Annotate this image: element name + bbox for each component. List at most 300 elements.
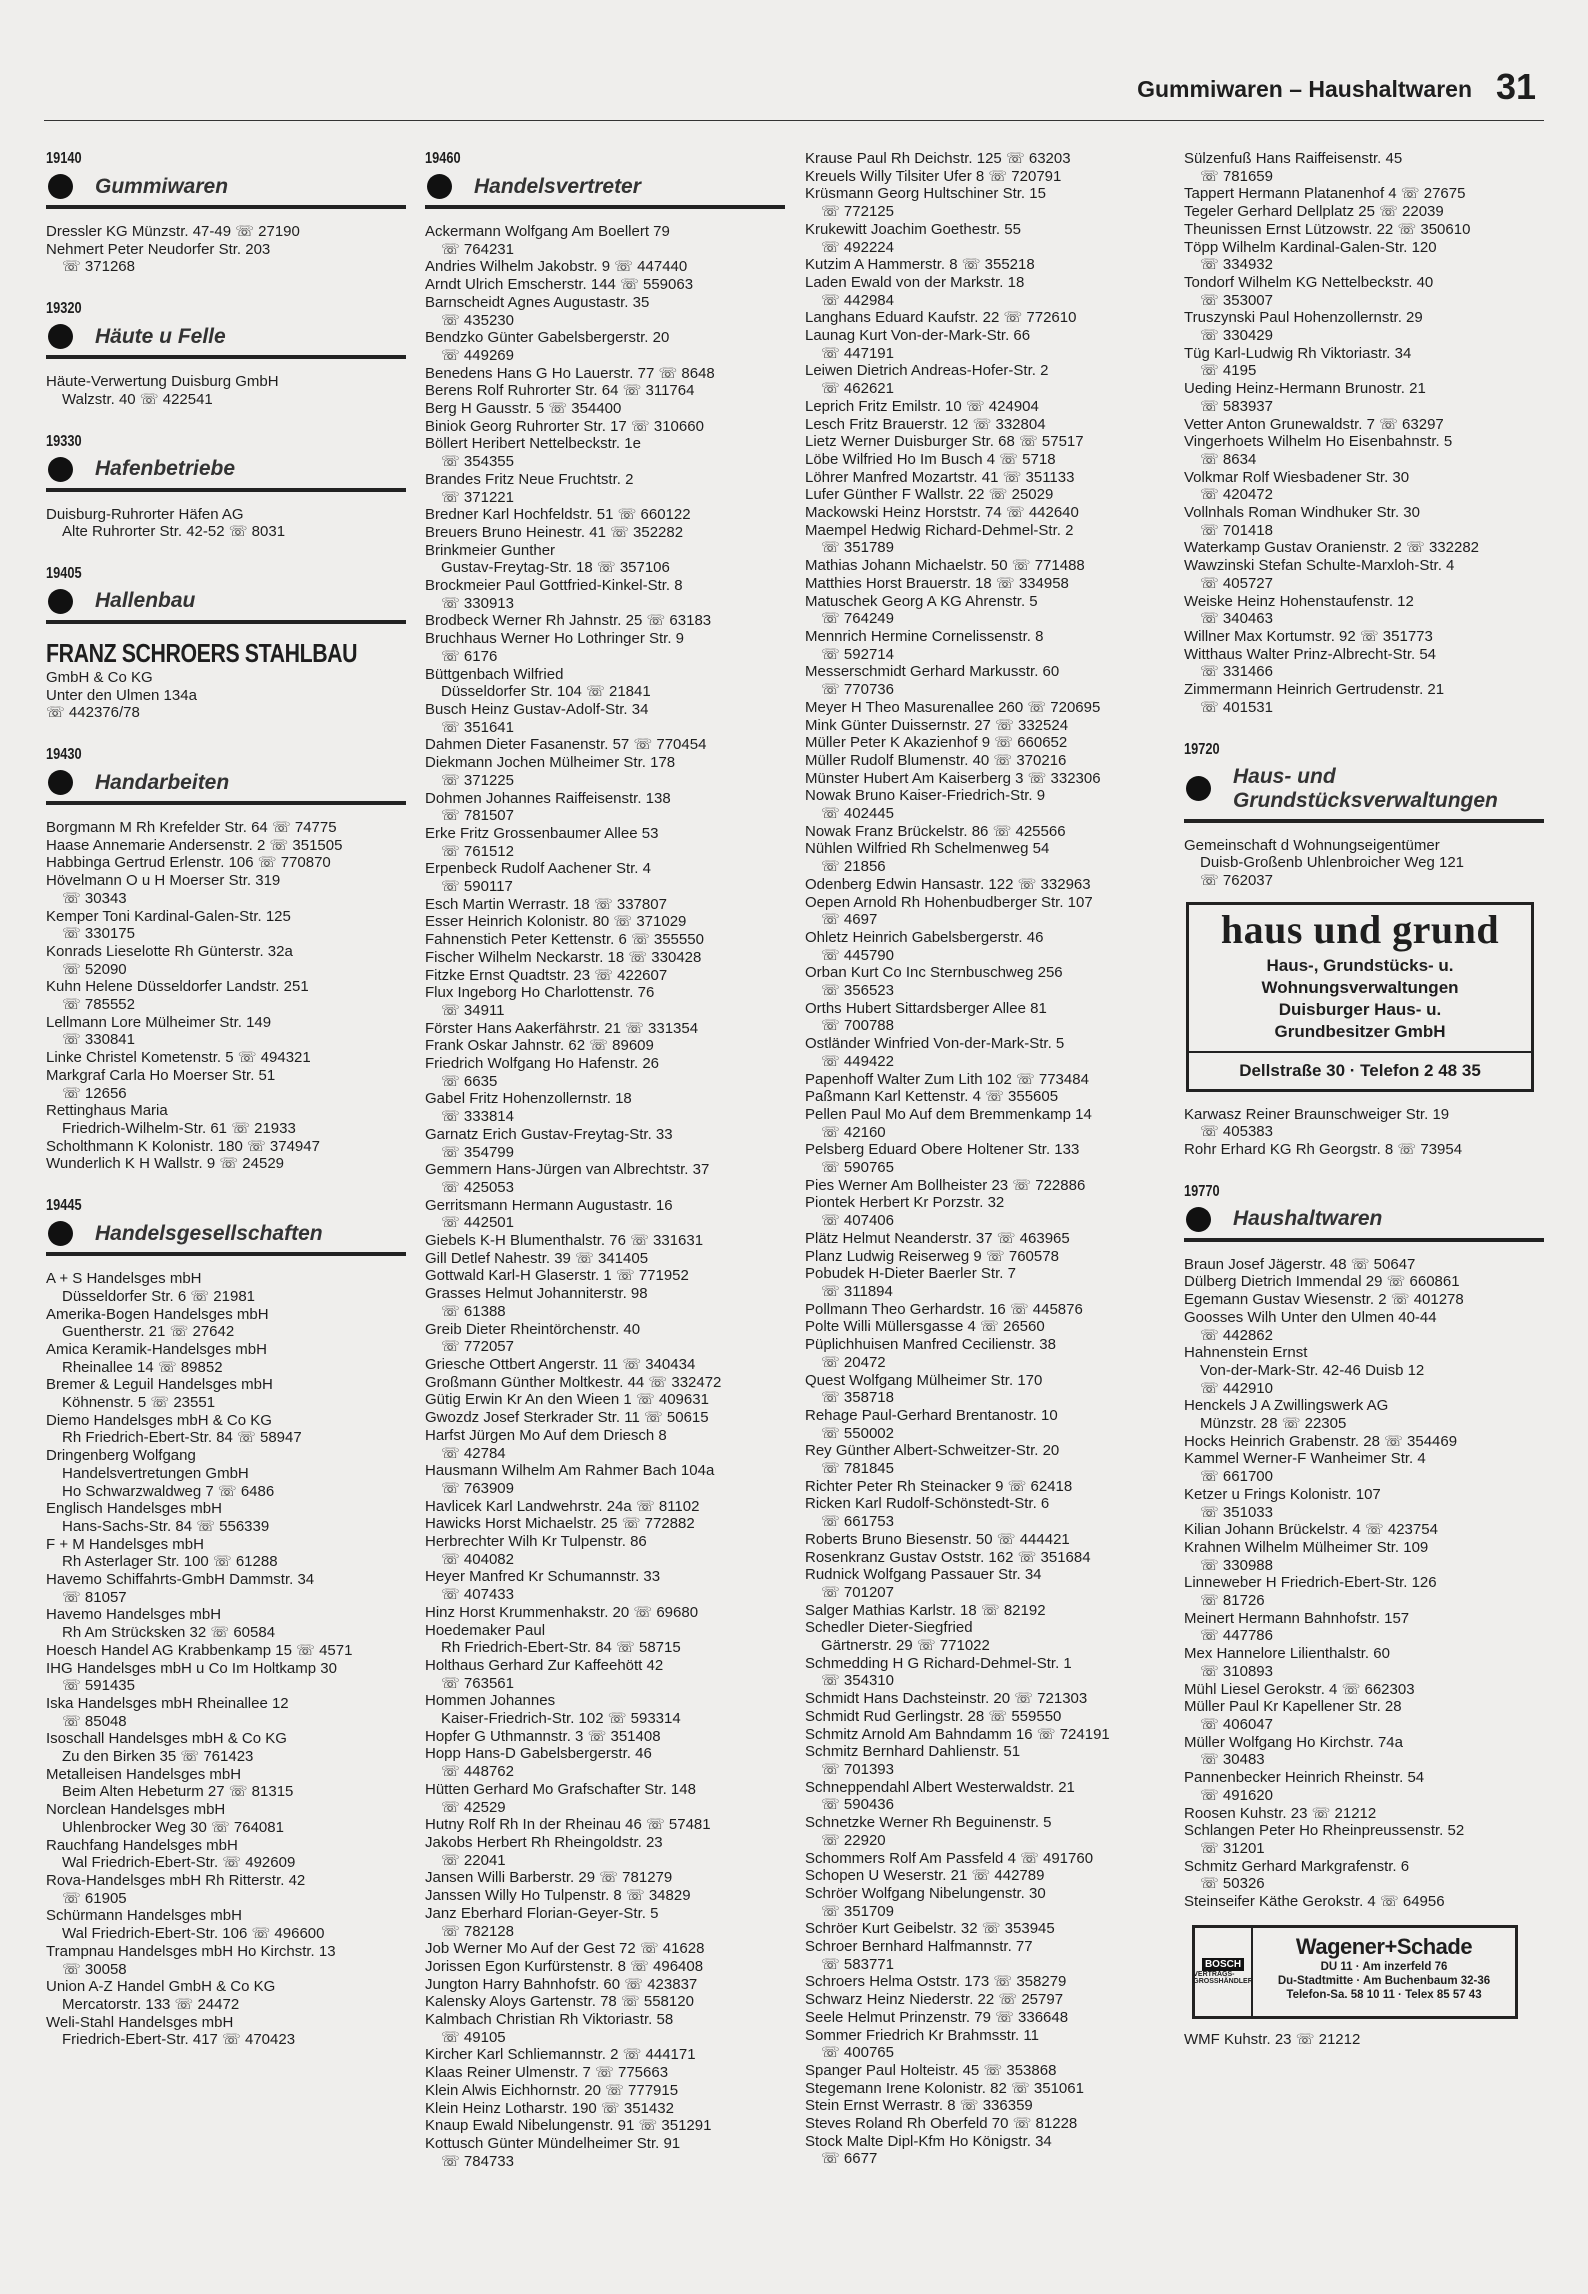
list-item xyxy=(1184,1698,1544,1733)
entry-line: Goosses Wilh Unter den Ulmen 40-44 xyxy=(1184,1308,1437,1326)
entry-line: Kalmbach Christian Rh Viktoriastr. 58 xyxy=(425,2011,674,2029)
entry-line: Henckels J A Zwillingswerk AG xyxy=(1184,1397,1389,1415)
entry-line: Havemo Handelsges mbH xyxy=(46,1606,222,1624)
list-item xyxy=(425,1781,785,1816)
entry-line: Janz Eberhard Florian-Geyer-Str. 5 xyxy=(425,1904,659,1922)
list-item xyxy=(1184,837,1544,890)
entry-line: Schürmann Handelsges mbH xyxy=(46,1907,242,1925)
list-item xyxy=(805,1318,1165,1336)
bullet-icon xyxy=(1186,776,1211,801)
list-item xyxy=(805,1194,1165,1229)
list-item xyxy=(425,790,785,825)
entry-line: Arndt Ulrich Emscherstr. 144 ☏ 559063 xyxy=(425,276,694,294)
ad-address: Dellstraße 30 · Telefon 2 48 35 xyxy=(1189,1051,1531,1089)
list-item xyxy=(425,931,785,949)
haus-und-grund-ad xyxy=(1186,902,1534,1092)
entry-line: Guentherstr. 21 ☏ 27642 xyxy=(62,1323,235,1341)
list-item xyxy=(46,1014,406,1049)
list-item xyxy=(805,770,1165,788)
list-item xyxy=(425,1250,785,1268)
list-item xyxy=(1184,1106,1544,1141)
entry-line: Pellen Paul Mo Auf dem Bremmenkamp 14 xyxy=(805,1105,1092,1123)
entry-line: Papenhoff Walter Zum Lith 102 ☏ 773484 xyxy=(805,1070,1089,1088)
list-item xyxy=(1184,1610,1544,1645)
entry-line: Biniok Georg Ruhrorter Str. 17 ☏ 310660 xyxy=(425,417,704,435)
entry-line: ☏ 447786 xyxy=(1200,1627,1273,1645)
entry-line: Schmidt Hans Dachsteinstr. 20 ☏ 721303 xyxy=(805,1690,1088,1708)
entry-line: Bendzko Günter Gabelsbergerstr. 20 xyxy=(425,329,670,347)
entry-line: Scholthmann K Kolonistr. 180 ☏ 374947 xyxy=(46,1137,320,1155)
entry-line: ☏ 330175 xyxy=(62,925,135,943)
entry-line: Wawzinski Stefan Schulte-Marxloh-Str. 4 xyxy=(1184,557,1455,575)
list-item xyxy=(425,1692,785,1727)
list-item xyxy=(805,1814,1165,1849)
entry-line: Rh Am Strücksken 32 ☏ 60584 xyxy=(62,1624,276,1642)
entry-line: ☏ 85048 xyxy=(62,1712,127,1730)
entry-line: Friedrich-Ebert-Str. 417 ☏ 470423 xyxy=(62,2031,296,2049)
list-item xyxy=(46,1376,406,1411)
entry-line: Schmedding H G Richard-Dehmel-Str. 1 xyxy=(805,1654,1072,1672)
list-item xyxy=(805,1141,1165,1176)
entry-line: ☏ 21856 xyxy=(821,858,886,876)
entry-line: ☏ 761512 xyxy=(441,842,514,860)
entry-line: Mühl Liesel Gerokstr. 4 ☏ 662303 xyxy=(1184,1680,1415,1698)
list-item xyxy=(1184,1433,1544,1451)
entry-line: Erpenbeck Rudolf Aachener Str. 4 xyxy=(425,860,651,878)
entry-line: Truszynski Paul Hohenzollernstr. 29 xyxy=(1184,309,1423,327)
entry-line: Tegeler Gerhard Dellplatz 25 ☏ 22039 xyxy=(1184,203,1444,221)
section-code: 19320 xyxy=(46,300,82,318)
section-heading xyxy=(46,589,406,624)
entry-line: Schneppendahl Albert Westerwaldstr. 21 xyxy=(805,1778,1075,1796)
directory-section xyxy=(46,433,406,541)
list-item xyxy=(425,1232,785,1250)
directory-section xyxy=(1184,1183,1544,1911)
list-item xyxy=(46,1341,406,1376)
list-item xyxy=(805,150,1165,168)
bullet-icon xyxy=(48,589,73,614)
list-item xyxy=(425,577,785,612)
entry-line: Kalensky Aloys Gartenstr. 78 ☏ 558120 xyxy=(425,1993,694,2011)
entry-line: Hausmann Wilhelm Am Rahmer Bach 104a xyxy=(425,1462,715,1480)
entry-line: ☏ 406047 xyxy=(1200,1716,1273,1733)
section-heading xyxy=(46,174,406,209)
entry-line: Brodbeck Werner Rh Jahnstr. 25 ☏ 63183 xyxy=(425,612,712,630)
list-item xyxy=(1184,1309,1544,1344)
list-item xyxy=(425,630,785,665)
list-item xyxy=(805,1071,1165,1089)
entry-line: Rehage Paul-Gerhard Brentanostr. 10 xyxy=(805,1406,1058,1424)
entry-line: ☏ 30058 xyxy=(62,1960,127,1978)
entry-line: ☏ 592714 xyxy=(821,645,894,663)
entry-line: Amica Keramik-Handelsges mbH xyxy=(46,1340,267,1358)
list-item xyxy=(425,258,785,276)
list-item xyxy=(805,256,1165,274)
list-item xyxy=(425,1321,785,1356)
entry-line: Hans-Sachs-Str. 84 ☏ 556339 xyxy=(62,1517,270,1535)
list-item xyxy=(805,1265,1165,1300)
list-item xyxy=(46,1660,406,1695)
list-item xyxy=(425,2046,785,2064)
list-item xyxy=(46,837,406,855)
ad-line: Telefon-Sa. 58 10 11 · Telex 85 57 43 xyxy=(1286,1988,1482,2001)
directory-section xyxy=(46,1197,406,2049)
bullet-icon xyxy=(48,457,73,482)
list-item xyxy=(805,398,1165,416)
entry-line: Habbinga Gertrud Erlenstr. 106 ☏ 770870 xyxy=(46,854,331,872)
list-item xyxy=(805,327,1165,362)
entry-line: Münzstr. 28 ☏ 22305 xyxy=(1200,1415,1347,1433)
entry-line: Odenberg Edwin Hansastr. 122 ☏ 332963 xyxy=(805,875,1091,893)
entry-line: Trampnau Handelsges mbH Ho Kirchstr. 13 xyxy=(46,1942,336,1960)
section-title: Häute u Felle xyxy=(95,324,226,348)
entry-line: Bredner Karl Hochfeldstr. 51 ☏ 660122 xyxy=(425,506,691,524)
list-item xyxy=(805,522,1165,557)
entry-line: Holthaus Gerhard Zur Kaffeehött 42 xyxy=(425,1656,664,1674)
entry-line: Klein Alwis Eichhornstr. 20 ☏ 777915 xyxy=(425,2081,679,2099)
entry-line: Schmitz Gerhard Markgrafenstr. 6 xyxy=(1184,1857,1410,1875)
entry-line: Vingerhoets Wilhelm Ho Eisenbahnstr. 5 xyxy=(1184,433,1453,451)
entry-line: ☏ 340463 xyxy=(1200,610,1273,628)
list-item xyxy=(1184,1521,1544,1539)
entry-line: ☏ 81057 xyxy=(62,1588,127,1606)
entry-line: Walzstr. 40 ☏ 422541 xyxy=(62,390,213,408)
list-item xyxy=(805,185,1165,220)
entry-line: Ackermann Wolfgang Am Boellert 79 xyxy=(425,223,670,240)
list-item xyxy=(805,1478,1165,1496)
entry-line: Nehmert Peter Neudorfer Str. 203 xyxy=(46,240,271,258)
list-item xyxy=(46,1500,406,1535)
list-item xyxy=(425,1374,785,1392)
entry-line: Kuhn Helene Düsseldorfer Landstr. 251 xyxy=(46,978,309,996)
entry-line: Grasses Helmut Johanniterstr. 98 xyxy=(425,1285,648,1303)
list-item xyxy=(1184,1141,1544,1159)
list-item xyxy=(805,593,1165,628)
list-item xyxy=(805,1301,1165,1319)
entry-line: Hoesch Handel AG Krabbenkamp 15 ☏ 4571 xyxy=(46,1641,353,1659)
page-number: 31 xyxy=(1495,66,1536,107)
list-item xyxy=(1184,221,1544,239)
entry-line: Gottwald Karl-H Glaserstr. 1 ☏ 771952 xyxy=(425,1267,689,1285)
list-item xyxy=(46,1872,406,1907)
bullet-icon xyxy=(1186,1207,1211,1232)
list-item xyxy=(805,1177,1165,1195)
entry-line: ☏ 310893 xyxy=(1200,1662,1273,1680)
list-item xyxy=(1184,1344,1544,1397)
entry-line: Orban Kurt Co Inc Sternbuschweg 256 xyxy=(805,964,1063,982)
list-item xyxy=(805,221,1165,256)
list-item xyxy=(805,1619,1165,1654)
list-item xyxy=(805,1708,1165,1726)
entry-line: Wunderlich K H Wallstr. 9 ☏ 24529 xyxy=(46,1155,285,1173)
list-item xyxy=(425,1391,785,1409)
list-item xyxy=(425,701,785,736)
entry-line: ☏ 781845 xyxy=(821,1460,894,1478)
entry-line: ☏ 442910 xyxy=(1200,1379,1273,1397)
entry-line: Greib Dieter Rheintörchenstr. 40 xyxy=(425,1320,641,1338)
column-2 xyxy=(425,150,785,2170)
list-item xyxy=(425,365,785,383)
entry-line: Rettinghaus Maria xyxy=(46,1102,168,1120)
list-item xyxy=(46,2014,406,2049)
list-item xyxy=(425,400,785,418)
entry-line: Orths Hubert Sittardsberger Allee 81 xyxy=(805,999,1047,1017)
entry-line: ☏ 763909 xyxy=(441,1479,514,1497)
list-item xyxy=(425,736,785,754)
entry-line: Gabel Fritz Hohenzollernstr. 18 xyxy=(425,1090,632,1108)
list-item xyxy=(1184,1574,1544,1609)
entry-line: Egemann Gustav Wiesenstr. 2 ☏ 401278 xyxy=(1184,1291,1464,1309)
entry-line: Pelsberg Eduard Obere Holtener Str. 133 xyxy=(805,1141,1080,1159)
entry-list xyxy=(46,506,406,541)
entry-line: ☏ 583771 xyxy=(821,1955,894,1973)
entry-line: ☏ 351641 xyxy=(441,718,514,736)
list-item xyxy=(425,2082,785,2100)
entry-line: ☏ 782128 xyxy=(441,1922,514,1940)
section-code: 19445 xyxy=(46,1197,82,1215)
entry-line: Union A-Z Handel GmbH & Co KG xyxy=(46,1978,276,1996)
list-item xyxy=(425,1427,785,1462)
list-item xyxy=(805,1230,1165,1248)
entry-line: Paßmann Karl Kettenstr. 4 ☏ 355605 xyxy=(805,1088,1059,1106)
entry-line: Schmidt Rud Gerlingstr. 28 ☏ 559550 xyxy=(805,1707,1062,1725)
list-item xyxy=(805,2133,1165,2168)
entry-line: ☏ 449269 xyxy=(441,346,514,364)
entry-line: Willner Max Kortumstr. 92 ☏ 351773 xyxy=(1184,627,1433,645)
list-item xyxy=(805,1000,1165,1035)
list-item xyxy=(425,1126,785,1161)
entry-line: Plätz Helmut Neanderstr. 37 ☏ 463965 xyxy=(805,1229,1070,1247)
entry-line: Berg H Gausstr. 5 ☏ 354400 xyxy=(425,400,622,418)
entry-line: Hoedemaker Paul xyxy=(425,1621,546,1639)
entry-line: ☏ 435230 xyxy=(441,311,514,329)
list-item xyxy=(46,1138,406,1156)
entry-line: ☏ 661700 xyxy=(1200,1468,1273,1486)
entry-line: Maempel Hedwig Richard-Dehmel-Str. 2 xyxy=(805,521,1074,539)
column-3 xyxy=(805,150,1165,2168)
entry-line: Schopen U Weserstr. 21 ☏ 442789 xyxy=(805,1867,1045,1885)
list-item xyxy=(1184,628,1544,646)
entry-line: ☏ 449422 xyxy=(821,1052,894,1070)
entry-line: Krahnen Wilhelm Mülheimer Str. 109 xyxy=(1184,1538,1429,1556)
list-item xyxy=(425,1940,785,1958)
entry-line: ☏ 61388 xyxy=(441,1302,506,1320)
entry-line: ☏ 30483 xyxy=(1200,1751,1265,1769)
column-4 xyxy=(1184,150,1544,2048)
list-item xyxy=(1184,1681,1544,1699)
list-item xyxy=(1184,1486,1544,1521)
entry-line: Roosen Kuhstr. 23 ☏ 21212 xyxy=(1184,1804,1377,1822)
entry-line: Friedrich-Wilhelm-Str. 61 ☏ 21933 xyxy=(62,1119,296,1137)
entry-line: Fischer Wilhelm Neckarstr. 18 ☏ 330428 xyxy=(425,948,702,966)
entry-line: Wal Friedrich-Ebert-Str. 106 ☏ 496600 xyxy=(62,1925,325,1943)
entry-line: ☏ 50326 xyxy=(1200,1875,1265,1893)
entry-line: ☏ 42784 xyxy=(441,1444,506,1462)
entry-line: Hövelmann O u H Moerser Str. 319 xyxy=(46,872,281,890)
section-heading xyxy=(1184,1207,1544,1242)
section-heading xyxy=(46,324,406,359)
section-code: 19140 xyxy=(46,150,82,167)
entry-line: ☏ 22041 xyxy=(441,1851,506,1869)
entry-line: ☏ 351709 xyxy=(821,1902,894,1920)
entry-line: ☏ 356523 xyxy=(821,982,894,1000)
entry-line: Oepen Arnold Rh Hohenbudberger Str. 107 xyxy=(805,893,1093,911)
entry-line: ☏ 590436 xyxy=(821,1796,894,1814)
list-item xyxy=(46,1730,406,1765)
list-item xyxy=(1184,1397,1544,1432)
entry-line: ☏ 701393 xyxy=(821,1760,894,1778)
entry-line: Dressler KG Münzstr. 47-49 ☏ 27190 xyxy=(46,223,300,240)
entry-line: ☏ 22920 xyxy=(821,1831,886,1849)
list-item xyxy=(46,1306,406,1341)
list-item xyxy=(425,1356,785,1374)
list-item xyxy=(805,1726,1165,1744)
entry-line: Meinert Hermann Bahnhofstr. 157 xyxy=(1184,1609,1410,1627)
list-item xyxy=(805,840,1165,875)
list-item xyxy=(46,223,406,241)
list-item xyxy=(425,382,785,400)
list-item xyxy=(1184,185,1544,203)
entry-line: ☏ 330841 xyxy=(62,1031,135,1049)
entry-line: Mennrich Hermine Cornelissenstr. 8 xyxy=(805,627,1044,645)
list-item xyxy=(425,2011,785,2046)
entry-line: Markgraf Carla Ho Moerser Str. 51 xyxy=(46,1066,276,1084)
entry-line: Tondorf Wilhelm KG Nettelbeckstr. 40 xyxy=(1184,273,1434,291)
section-code: 19460 xyxy=(425,150,461,167)
entry-line: Düsseldorfer Str. 6 ☏ 21981 xyxy=(62,1287,256,1305)
list-item xyxy=(805,894,1165,929)
entry-line: ☏ 701418 xyxy=(1200,521,1273,539)
list-item xyxy=(805,823,1165,841)
entry-line: Konrads Lieselotte Rh Günterstr. 32a xyxy=(46,942,293,960)
list-item xyxy=(46,1536,406,1571)
entry-line: Englisch Handelsges mbH xyxy=(46,1500,222,1518)
list-item xyxy=(1184,1256,1544,1274)
logo-subtext: VERTRAGS-GROSSHÄNDLER xyxy=(1193,1971,1253,1986)
entry-line: Löhrer Manfred Mozartstr. 41 ☏ 351133 xyxy=(805,468,1075,486)
list-item xyxy=(425,1887,785,1905)
entry-line: Schommers Rolf Am Passfeld 4 ☏ 491760 xyxy=(805,1849,1094,1867)
bullet-icon xyxy=(48,174,73,199)
entry-line: Giebels K-H Blumenthalstr. 76 ☏ 331631 xyxy=(425,1232,704,1250)
entry-line: Laden Ewald von der Markstr. 18 xyxy=(805,273,1025,291)
list-item xyxy=(805,433,1165,451)
entry-line: Haase Annemarie Andersenstr. 2 ☏ 351505 xyxy=(46,836,343,854)
entry-line: ☏ 4195 xyxy=(1200,362,1257,380)
list-item xyxy=(805,1655,1165,1690)
directory-section xyxy=(46,300,406,408)
entry-line: ☏ 401531 xyxy=(1200,698,1273,716)
entry-line: Mercatorstr. 133 ☏ 24472 xyxy=(62,1995,240,2013)
entry-line: ☏ 763561 xyxy=(441,1674,514,1692)
entry-line: ☏ 772125 xyxy=(821,203,894,221)
entry-line: Jakobs Herbert Rh Rheingoldstr. 23 xyxy=(425,1833,663,1851)
entry-line: Planz Ludwig Reiserweg 9 ☏ 760578 xyxy=(805,1247,1059,1265)
logo-text: BOSCH xyxy=(1202,1958,1244,1971)
section-heading xyxy=(46,1221,406,1256)
entry-line: Mathias Johann Michaelstr. 50 ☏ 771488 xyxy=(805,557,1085,575)
section-code: 19405 xyxy=(46,564,82,582)
entry-line: ☏ 402445 xyxy=(821,805,894,823)
entry-line: ☏ 591435 xyxy=(62,1677,135,1695)
entry-line: Bruchhaus Werner Ho Lothringer Str. 9 xyxy=(425,630,685,648)
entry-line: Ohletz Heinrich Gabelsbergerstr. 46 xyxy=(805,928,1044,946)
entry-line: Krukewitt Joachim Goethestr. 55 xyxy=(805,220,1021,238)
entry-list xyxy=(46,373,406,408)
entry-line: ☏ 590765 xyxy=(821,1159,894,1177)
entry-line: ☏ 785552 xyxy=(62,996,135,1014)
entry-line: ☏ 781659 xyxy=(1200,167,1273,185)
entry-line: Jorissen Egon Kurfürstenstr. 8 ☏ 496408 xyxy=(425,1957,704,1975)
list-item xyxy=(805,1088,1165,1106)
list-item xyxy=(805,2062,1165,2080)
entry-line: Langhans Eduard Kaufstr. 22 ☏ 772610 xyxy=(805,309,1077,327)
list-item xyxy=(1184,416,1544,434)
list-item xyxy=(805,2009,1165,2027)
list-item xyxy=(805,1991,1165,2009)
entry-line: Schröer Wolfgang Nibelungenstr. 30 xyxy=(805,1884,1046,1902)
entry-list xyxy=(1184,150,1544,717)
entry-line: Fitzke Ernst Quadtstr. 23 ☏ 422607 xyxy=(425,966,668,984)
list-item xyxy=(425,1515,785,1533)
list-item xyxy=(425,1958,785,1976)
entry-line: Pobudek H-Dieter Baerler Str. 7 xyxy=(805,1265,1016,1283)
entry-line: ☏ 8634 xyxy=(1200,450,1257,468)
entry-line: Kutzim A Hammerstr. 8 ☏ 355218 xyxy=(805,256,1035,274)
entry-line: Kemper Toni Kardinal-Galen-Str. 125 xyxy=(46,907,291,925)
entry-line: Kreuels Willy Tilsiter Ufer 8 ☏ 720791 xyxy=(805,167,1062,185)
list-item xyxy=(805,1035,1165,1070)
entry-line: Stein Ernst Werrastr. 8 ☏ 336359 xyxy=(805,2097,1033,2115)
entry-line: Schedler Dieter-Siegfried xyxy=(805,1619,973,1637)
list-item xyxy=(1184,345,1544,380)
entry-line: Ho Schwarzwaldweg 7 ☏ 6486 xyxy=(62,1482,275,1500)
directory-section xyxy=(805,150,1165,2168)
entry-line: Havemo Schiffahrts-GmbH Dammstr. 34 xyxy=(46,1571,315,1589)
directory-section xyxy=(46,565,406,722)
entry-line: ☏ 334932 xyxy=(1200,256,1273,274)
page-title: Gummiwaren – Haushaltwaren xyxy=(1137,76,1472,102)
entry-line: Krüsmann Georg Hultschiner Str. 15 xyxy=(805,185,1046,203)
list-item xyxy=(1184,681,1544,716)
entry-line: Amerika-Bogen Handelsges mbH xyxy=(46,1305,269,1323)
entry-line: ☏ 447191 xyxy=(821,344,894,362)
entry-line: Kammel Werner-F Wanheimer Str. 4 xyxy=(1184,1450,1426,1468)
list-item xyxy=(425,1037,785,1055)
list-item xyxy=(805,2097,1165,2115)
list-item xyxy=(805,1495,1165,1530)
entry-line: Schroers Helma Oststr. 173 ☏ 358279 xyxy=(805,1973,1067,1991)
list-item xyxy=(425,1745,785,1780)
list-item xyxy=(1184,380,1544,415)
entry-line: Schmitz Arnold Am Bahndamm 16 ☏ 724191 xyxy=(805,1725,1110,1743)
entry-line: ☏ 583937 xyxy=(1200,397,1273,415)
list-item xyxy=(425,1622,785,1657)
list-item xyxy=(46,1155,406,1173)
section-code: 19720 xyxy=(1184,740,1220,758)
entry-line: ☏ 491620 xyxy=(1200,1786,1273,1804)
list-item xyxy=(805,1973,1165,1991)
entry-line: ☏ 442501 xyxy=(441,1214,514,1232)
entry-line: Schnetzke Werner Rh Beguinenstr. 5 xyxy=(805,1814,1052,1832)
list-item xyxy=(425,1020,785,1038)
list-item xyxy=(46,1447,406,1500)
entry-line: Borgmann M Rh Krefelder Str. 64 ☏ 74775 xyxy=(46,819,337,837)
ad-line: Du-Stadtmitte · Am Buchenbaum 32-36 xyxy=(1277,1974,1491,1987)
entry-line: Waterkamp Gustav Oranienstr. 2 ☏ 332282 xyxy=(1184,539,1480,557)
section-heading xyxy=(46,457,406,492)
section-title: Hallenbau xyxy=(95,589,196,613)
